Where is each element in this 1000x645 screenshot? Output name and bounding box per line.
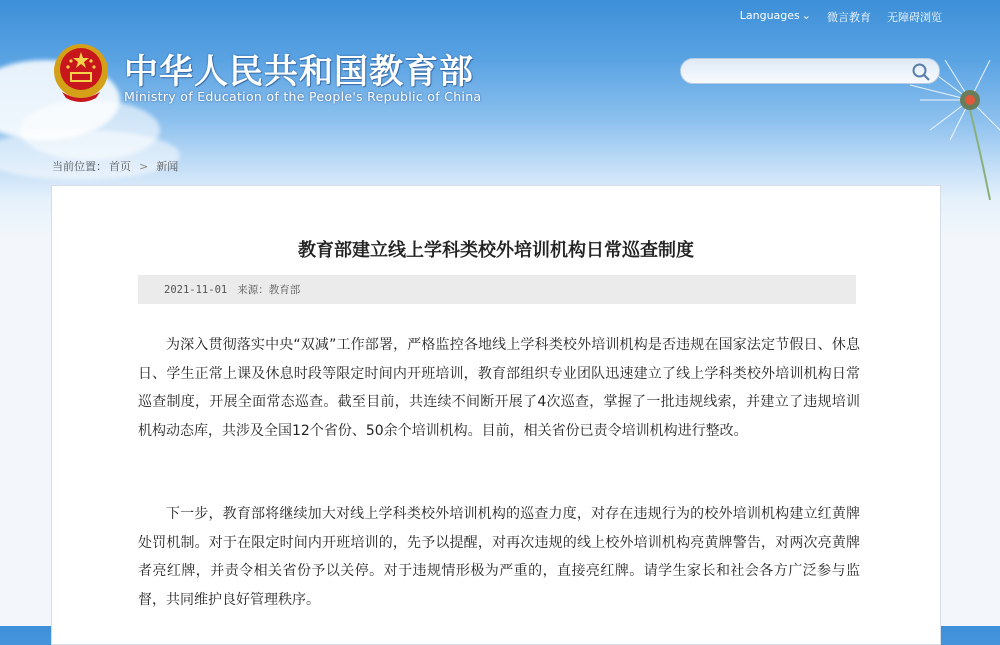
top-links bbox=[740, 9, 942, 25]
article-paragraph: 为深入贯彻落实中央“双减”工作部署，严格监控各地线上学科类校外培训机构是否违规在国家法定节假日、休息日、学生正常上课及休息时段等限定时间内开班培训，教育部组织专业团队迅速建立了线上学科类校外培训机构日常巡查制度，开展全面常态巡查。截至目前，共连续不间断开展了4次巡查，掌握了一批违规线索，并建立了违规培训机构动态库，共涉及全国12个省份、50余个培训机构。目前，相关省份已责令培训机构进行整改。 bbox=[138, 337, 860, 439]
article-source: 来源：教育部 bbox=[237, 284, 301, 296]
breadcrumb-separator: > bbox=[139, 159, 149, 173]
article-title: 教育部建立线上学科类校外培训机构日常巡查制度 bbox=[298, 240, 694, 261]
search-box bbox=[680, 58, 940, 84]
search-input[interactable] bbox=[693, 62, 907, 82]
article-card bbox=[51, 185, 941, 645]
wechat-link[interactable]: 微言教育 bbox=[827, 11, 871, 24]
breadcrumb bbox=[52, 158, 178, 174]
chevron-down-icon: ⌄ bbox=[801, 9, 811, 22]
national-emblem-icon bbox=[52, 42, 110, 104]
article-meta bbox=[138, 275, 856, 304]
article-paragraph: 下一步，教育部将继续加大对线上学科类校外培训机构的巡查力度，对存在违规行为的校外培训机构建立红黄牌处罚机制。对于在限定时间内开班培训的，先予以提醒，对再次违规的线上校外培训机构亮黄牌警告，对两次亮黄牌者亮红牌，并责令相关省份予以关停。对于违规情形极为严重的，直接亮红牌。请学生家长和社会各方广泛参与监督，共同维护良好管理秩序。 bbox=[138, 506, 860, 608]
article-date: 2021-11-01 bbox=[164, 283, 228, 296]
site-title-cn: 中华人民共和国教育部 bbox=[124, 52, 474, 92]
breadcrumb-home[interactable]: 首页 bbox=[109, 160, 131, 173]
accessibility-link[interactable]: 无障碍浏览 bbox=[887, 11, 942, 24]
site-title-en: Ministry of Education of the People's Republic of China bbox=[124, 89, 482, 104]
languages-link[interactable]: Languages bbox=[739, 9, 800, 22]
breadcrumb-current[interactable]: 新闻 bbox=[156, 160, 179, 173]
breadcrumb-label: 当前位置： bbox=[52, 160, 107, 173]
search-icon[interactable] bbox=[911, 62, 931, 82]
